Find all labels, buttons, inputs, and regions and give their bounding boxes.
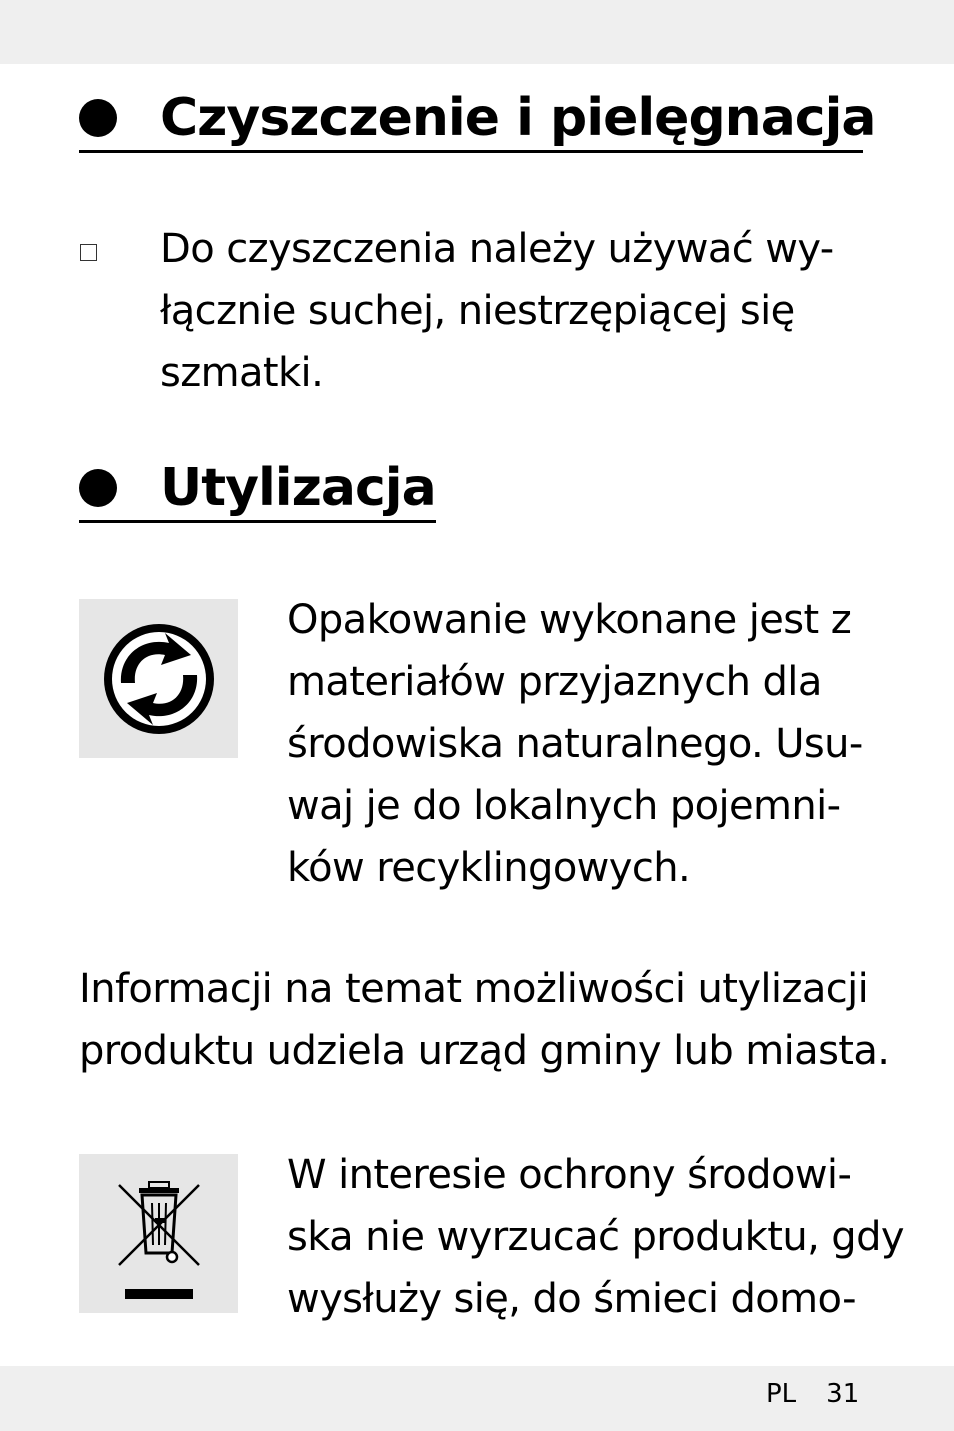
care-paragraph: [160, 218, 834, 404]
heading-bullet-icon: [79, 99, 117, 137]
paragraph-line: łącznie suchej, niestrzępiącej się: [160, 288, 795, 334]
language-code: PL: [766, 1379, 797, 1409]
paragraph-line: produktu udziela urząd gminy lub miasta.: [79, 1028, 890, 1074]
paragraph-line: szmatki.: [160, 350, 324, 396]
green-dot-recycling-icon: [79, 599, 238, 758]
paragraph-line: materiałów przyjaznych dla: [287, 659, 822, 705]
crossed-out-wheelie-bin-icon: [79, 1154, 238, 1313]
heading-text: Czyszczenie i pielęgnacja: [160, 88, 876, 148]
section-heading-disposal: [79, 458, 436, 523]
weee-paragraph: [287, 1144, 904, 1330]
paragraph-line: waj je do lokalnych pojemni-: [287, 783, 841, 829]
page-footer: [766, 1376, 859, 1412]
paragraph-line: Opakowanie wykonane jest z: [287, 597, 852, 643]
paragraph-line: W interesie ochrony środowi-: [287, 1152, 852, 1198]
paragraph-line: wysłuży się, do śmieci domo-: [287, 1276, 856, 1322]
weee-bin-graphic: [109, 1169, 209, 1299]
info-paragraph: [79, 958, 889, 1082]
packaging-paragraph: [287, 589, 863, 899]
green-dot-graphic: [101, 621, 217, 737]
heading-text: Utylizacja: [160, 458, 436, 518]
paragraph-line: Do czyszczenia należy używać wy-: [160, 226, 834, 272]
top-band: [0, 0, 954, 64]
section-heading-cleaning: [79, 88, 876, 153]
paragraph-line: Informacji na temat możliwości utylizacji: [79, 966, 869, 1012]
page-number: 31: [826, 1379, 860, 1409]
paragraph-line: ska nie wyrzucać produktu, gdy: [287, 1214, 904, 1260]
paragraph-line: ków recyklingowych.: [287, 845, 691, 891]
paragraph-line: środowiska naturalnego. Usu-: [287, 721, 863, 767]
heading-bullet-icon: [79, 469, 117, 507]
checkbox-bullet-icon: [80, 244, 97, 261]
